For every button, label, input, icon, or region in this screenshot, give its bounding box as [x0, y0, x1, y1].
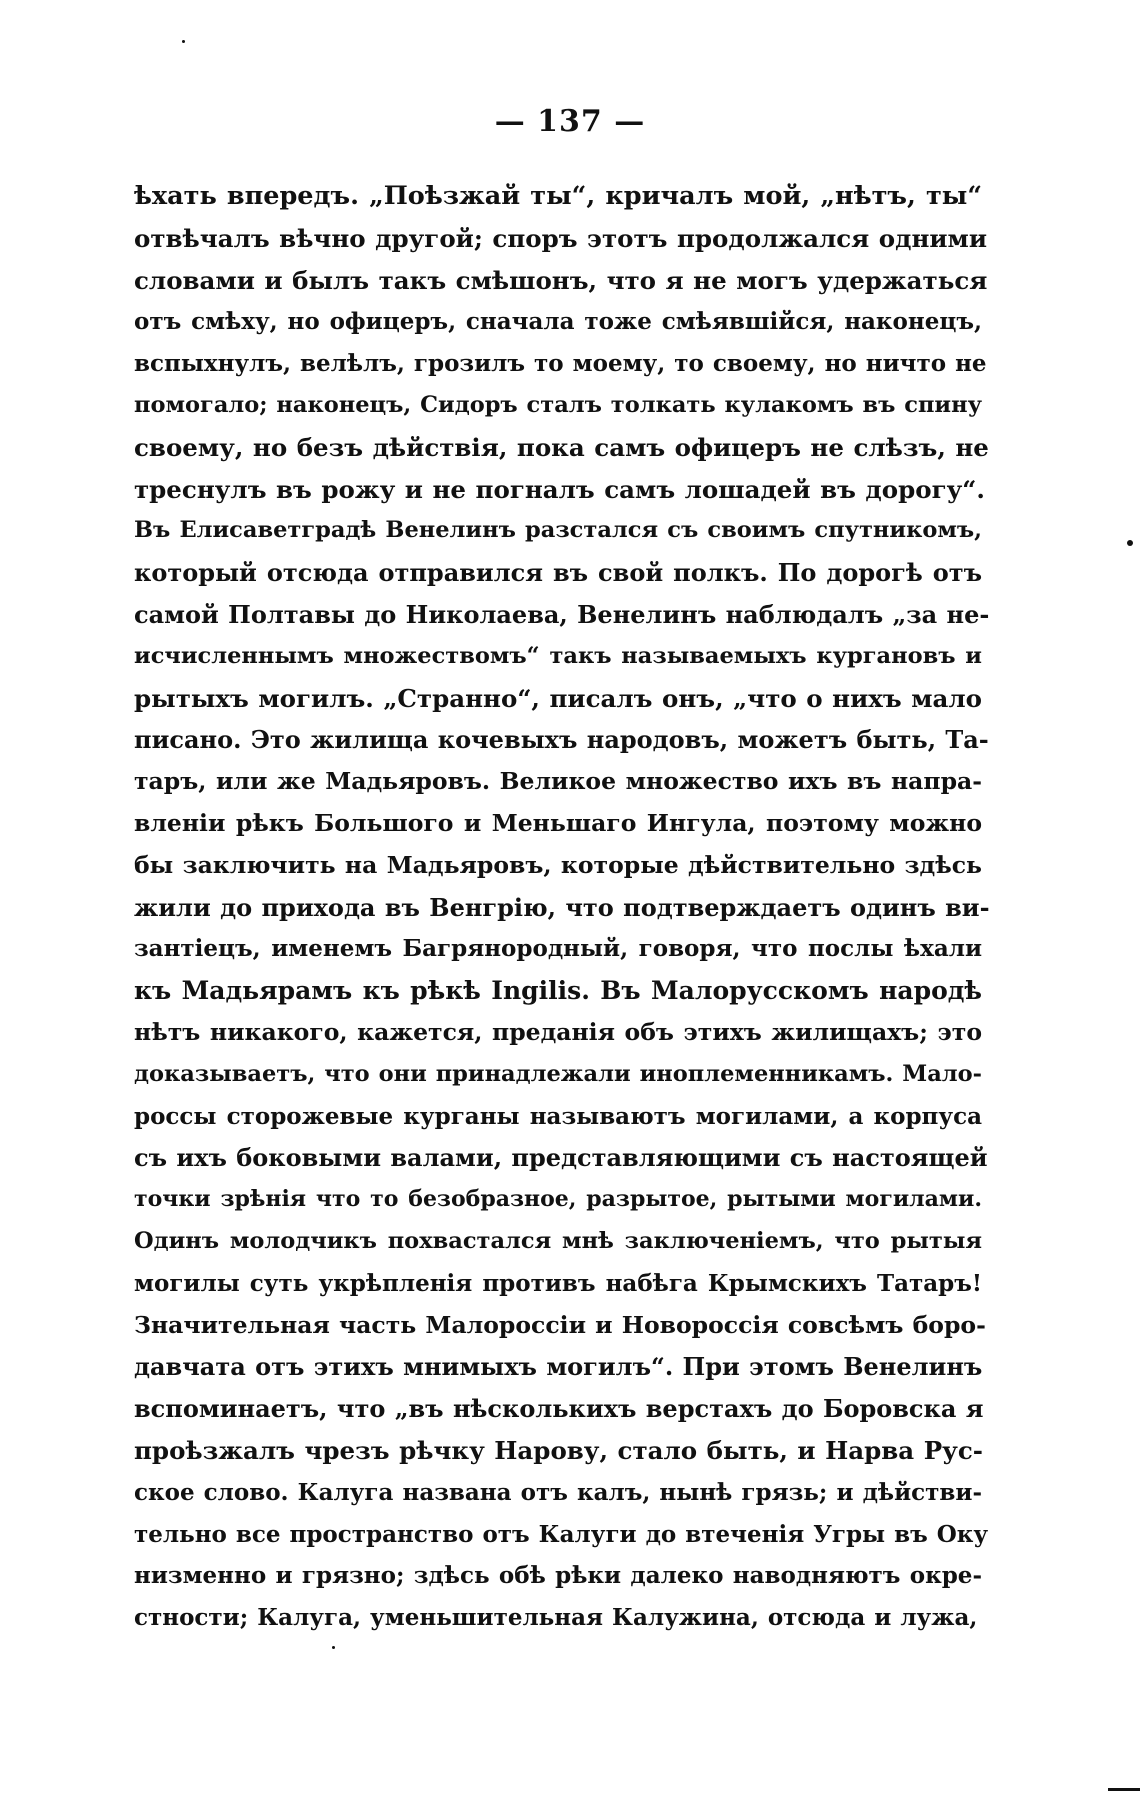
text-line: рытыхъ могилъ. „Странно“, писалъ онъ, „что о нихъ мало — [134, 683, 982, 713]
page-number: — 137 — — [494, 104, 646, 139]
text-line: отвѣчалъ вѣчно другой; споръ этотъ продолжался одними — [134, 223, 988, 253]
text-line: словами и былъ такъ смѣшонъ, что я не могъ удержаться — [134, 265, 988, 295]
text-line: Значительная часть Малороссіи и Новороссія совсѣмъ боро- — [134, 1310, 986, 1339]
text-line: отъ смѣху, но офицеръ, сначала тоже смѣявшійся, наконецъ, — [134, 308, 982, 336]
text-line: вспоминаетъ, что „въ нѣсколькихъ верстахъ до Боровска я — [134, 1394, 984, 1424]
text-line: который отсюда отправился въ свой полкъ. По дорогѣ отъ — [134, 558, 982, 588]
text-line: низменно и грязно; здѣсь обѣ рѣки далеко наводняютъ окре- — [134, 1562, 982, 1590]
scan-edge-mark — [1108, 1788, 1140, 1791]
text-line: исчисленнымъ множествомъ“ такъ называемыхъ кургановъ и — [134, 642, 982, 669]
text-line: тельно все пространство отъ Калуги до втеченія Угры въ Оку — [134, 1520, 989, 1548]
text-line: своему, но безъ дѣйствія, пока самъ офицеръ не слѣзъ, не — [134, 432, 989, 462]
scan-speck — [332, 1646, 335, 1649]
text-line: точки зрѣнія что то безобразное, разрытое, рытыми могилами. — [134, 1186, 982, 1213]
scan-speck — [182, 40, 185, 43]
text-line: россы сторожевые курганы называютъ могилами, а корпуса — [134, 1102, 982, 1130]
text-line: жили до прихода въ Венгрію, что подтверждаетъ одинъ ви- — [134, 892, 990, 922]
text-line: вленіи рѣкъ Большого и Меньшаго Ингула, поэтому можно — [134, 808, 982, 837]
text-line: проѣзжалъ чрезъ рѣчку Нарову, стало быть, и Нарва Рус- — [134, 1435, 983, 1465]
scan-speck — [1127, 540, 1133, 546]
text-line: къ Мадьярамъ къ рѣкѣ Ingilis. Въ Малорусскомъ народѣ — [134, 976, 982, 1006]
text-line: доказываетъ, что они принадлежали иноплеменникамъ. Мало- — [134, 1060, 982, 1087]
text-line: давчата отъ этихъ мнимыхъ могилъ“. При этомъ Венелинъ — [134, 1352, 983, 1382]
text-line: треснулъ въ рожу и не погналъ самъ лошадей въ дорогу“. — [134, 474, 985, 504]
text-line: помогало; наконецъ, Сидоръ сталъ толкать кулакомъ въ спину — [134, 391, 982, 418]
text-line: писано. Это жилища кочевыхъ народовъ, можетъ быть, Та- — [134, 725, 989, 755]
text-line: могилы суть укрѣпленія противъ набѣга Крымскихъ Татаръ! — [134, 1269, 982, 1297]
text-line: ѣхать впередъ. „Поѣзжай ты“, кричалъ мой, „нѣтъ, ты“ — [134, 181, 982, 211]
text-line: стности; Калуга, уменьшительная Калужина, отсюда и лужа, — [134, 1604, 978, 1632]
text-line: самой Полтавы до Николаева, Венелинъ наблюдалъ „за не- — [134, 599, 990, 629]
text-line: Въ Елисаветградѣ Венелинъ разстался съ своимъ спутникомъ, — [134, 517, 982, 544]
text-line: таръ, или же Мадьяровъ. Великое множество ихъ въ напра- — [134, 767, 982, 796]
text-line: нѣтъ никакого, кажется, преданія объ этихъ жилищахъ; это — [134, 1017, 982, 1046]
text-line: Одинъ молодчикъ похвастался мнѣ заключеніемъ, что рытыя — [134, 1227, 982, 1254]
text-line: бы заключить на Мадьяровъ, которые дѣйствительно здѣсь — [134, 850, 982, 879]
text-line: зантіецъ, именемъ Багрянородный, говоря, что послы ѣхали — [134, 935, 982, 963]
text-line: вспыхнулъ, велѣлъ, грозилъ то моему, то своему, но ничто не — [134, 350, 987, 378]
body-text — [134, 176, 990, 1639]
text-line: съ ихъ боковыми валами, представляющими съ настоящей — [134, 1143, 988, 1173]
text-line: ское слово. Калуга названа отъ калъ, нынѣ грязь; и дѣйстви- — [134, 1478, 982, 1506]
